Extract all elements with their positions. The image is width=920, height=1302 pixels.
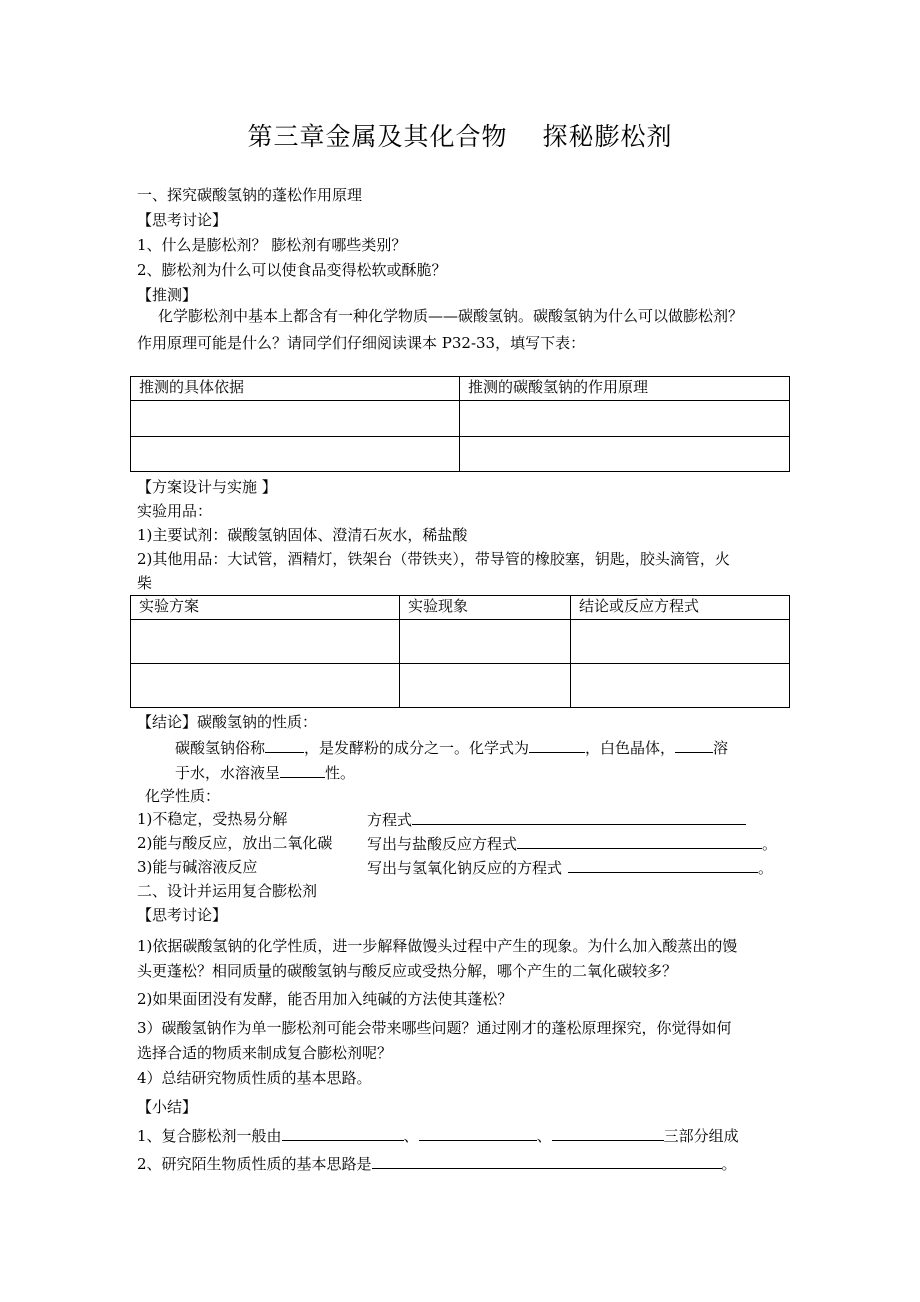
period: 。 [721,1155,737,1173]
discussion-4: 4）总结研究物质性质的基本思路。 [137,1069,372,1087]
approach-blank[interactable] [372,1153,722,1169]
chem1-label: 方程式 [367,811,413,829]
infer-text-2: 作用原理可能是什么？请同学们仔细阅读课本 P32-33，填写下表： [137,334,586,352]
equation-2-blank[interactable] [517,833,762,849]
table2-cell[interactable] [400,620,571,664]
supplies-label: 实验用品： [137,502,213,520]
equation-3-blank[interactable] [568,857,758,873]
discussion-tag: 【思考讨论】 [137,211,228,229]
property-line-2 [175,762,355,783]
table1-cell[interactable] [131,437,460,472]
property-line-1 [175,737,728,758]
equation-1-blank[interactable] [412,809,746,825]
table2-cell[interactable] [400,664,571,708]
discussion-2: 2)如果面团没有发酵，能否用加入纯碱的方法使其蓬松？ [137,990,513,1008]
chem2-label: 写出与盐酸反应方程式 [367,835,518,853]
chem1-right [367,809,746,830]
inference-table [130,376,790,472]
chem2-left: 2)能与酸反应，放出二氧化碳 [137,834,333,852]
summary-1-end: 三部分组成 [663,1127,739,1145]
question-1: 1、什么是膨松剂？ 膨松剂有哪些类别？ [137,236,407,254]
summary-1 [137,1125,739,1146]
component-1-blank[interactable] [282,1125,404,1141]
discussion-3-line-1: 3）碳酸氢钠作为单一膨松剂可能会带来哪些问题？通过刚才的蓬松原理探究，你觉得如何 [137,1019,732,1037]
prop-a1: 碳酸氢钠俗称 [175,739,266,757]
question-2: 2、膨松剂为什么可以使食品变得松软或酥脆？ [137,261,447,279]
period: 。 [758,859,774,877]
summary-2-text: 2、研究陌生物质性质的基本思路是 [137,1155,372,1173]
reagents-line: 1)主要试剂：碳酸氢钠固体、澄清石灰水，稀盐酸 [137,526,468,544]
section1-heading: 一、探究碳酸氢钠的蓬松作用原理 [137,186,363,204]
section2-heading: 二、设计并运用复合膨松剂 [137,882,318,900]
chem3-left: 3)能与碱溶液反应 [137,858,258,876]
table2-cell[interactable] [131,664,400,708]
separator: 、 [536,1127,552,1145]
conclusion-tag: 【结论】碳酸氢钠的性质： [137,713,318,731]
common-name-blank[interactable] [265,737,304,753]
separator: 、 [403,1127,419,1145]
prop-a3: ，白色晶体， [585,739,676,757]
other-supplies-line-2: 柴 [137,574,153,592]
table2-cell[interactable] [571,620,790,664]
prop-a4: 溶 [713,739,729,757]
chem-label: 化学性质： [145,787,221,805]
discussion-3-line-2: 选择合适的物质来制成复合膨松剂呢？ [137,1044,393,1062]
table2-cell[interactable] [571,664,790,708]
prop-b2: 性。 [325,764,356,782]
infer-tag: 【推测】 [137,286,198,304]
table1-header-basis: 推测的具体依据 [131,377,460,401]
chem1-left: 1)不稳定，受热易分解 [137,810,288,828]
solubility-blank[interactable] [675,737,713,753]
page-title: 第三章金属及其化合物 探秘膨松剂 [247,122,673,151]
table1-cell[interactable] [460,401,790,437]
discussion-tag-2: 【思考讨论】 [137,906,228,924]
chem2-right [367,833,777,854]
summary-1-text: 1、复合膨松剂一般由 [137,1127,282,1145]
other-supplies-line-1: 2)其他用品：大试管，酒精灯，铁架台（带铁夹），带导管的橡胶塞，钥匙，胶头滴管，火 [137,550,730,568]
experiment-table [130,595,790,708]
component-3-blank[interactable] [552,1125,664,1141]
chem3-label: 写出与氢氧化钠反应的方程式 [367,859,563,877]
table1-header-principle: 推测的碳酸氢钠的作用原理 [460,377,790,401]
table2-cell[interactable] [131,620,400,664]
table2-header-phenomenon: 实验现象 [400,596,571,620]
table2-header-plan: 实验方案 [131,596,400,620]
chem3-right [367,857,773,878]
acidity-blank[interactable] [280,762,325,778]
table1-cell[interactable] [131,401,460,437]
formula-blank[interactable] [529,737,585,753]
summary-tag: 【小结】 [137,1098,198,1116]
infer-text-1: 化学膨松剂中基本上都含有一种化学物质——碳酸氢钠。碳酸氢钠为什么可以做膨松剂？ [158,307,744,325]
summary-2 [137,1153,737,1174]
table1-cell[interactable] [460,437,790,472]
discussion-1-line-2: 头更蓬松？相同质量的碳酸氢钠与酸反应或受热分解，哪个产生的二氧化碳较多？ [137,962,678,980]
period: 。 [762,835,778,853]
component-2-blank[interactable] [419,1125,537,1141]
prop-b1: 于水，水溶液呈 [175,764,281,782]
plan-tag: 【方案设计与实施 】 [137,478,277,496]
discussion-1-line-1: 1)依据碳酸氢钠的化学性质，进一步解释做馒头过程中产生的现象。为什么加入酸蒸出的馒 [137,937,738,955]
prop-a2: ，是发酵粉的成分之一。化学式为 [304,739,530,757]
table2-header-conclusion: 结论或反应方程式 [571,596,790,620]
